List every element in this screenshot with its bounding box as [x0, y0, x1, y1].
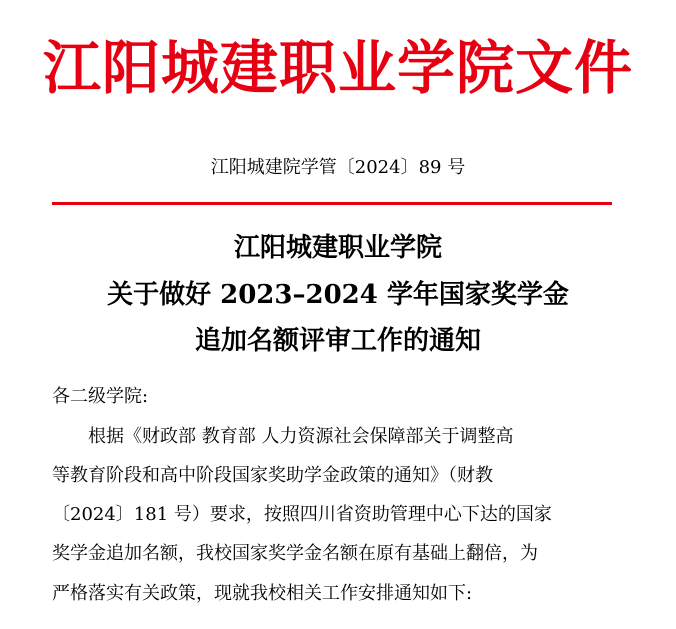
notice-title-line-2: 关于做好 2023–2024 学年国家奖学金 — [107, 280, 569, 310]
red-divider-line — [52, 202, 612, 205]
salutation: 各二级学院: — [52, 386, 149, 407]
body-text-line: 〔2024〕181 号）要求，按照四川省资助管理中心下达的国家 — [52, 504, 552, 525]
document-masthead: 江阳城建职业学院文件 — [42, 34, 633, 102]
body-text-line: 严格落实有关政策，现就我校相关工作安排通知如下: — [52, 583, 473, 604]
document-number: 江阳城建院学管〔2024〕89 号 — [210, 157, 466, 178]
body-text-line: 奖学金追加名额，我校国家奖学金名额在原有基础上翻倍，为 — [52, 543, 538, 564]
body-text-line: 等教育阶段和高中阶段国家奖助学金政策的通知》（财教 — [52, 465, 493, 486]
body-text-line: 根据《财政部 教育部 人力资源社会保障部关于调整高 — [88, 426, 514, 447]
notice-title-line-1: 江阳城建职业学院 — [233, 233, 442, 263]
notice-title-line-3: 追加名额评审工作的通知 — [194, 326, 481, 356]
